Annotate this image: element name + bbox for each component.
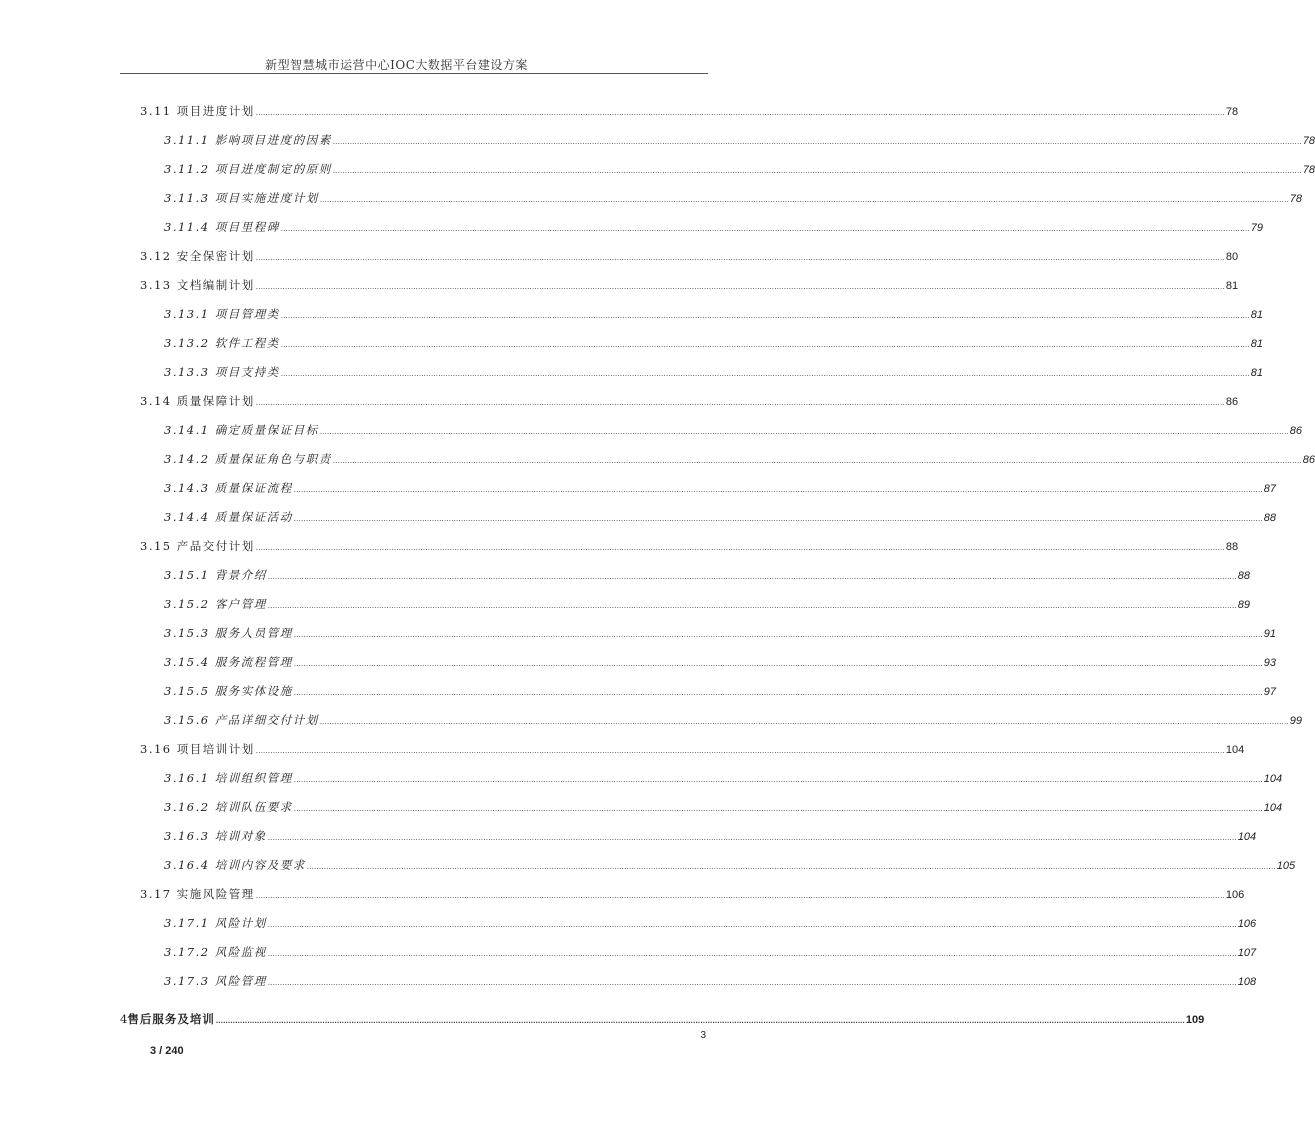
toc-entry-title: 3.15 产品交付计划 xyxy=(140,539,255,553)
toc-entry-title: 3.13.1 项目管理类 xyxy=(164,307,280,321)
toc-entry-title: 3.11 项目进度计划 xyxy=(140,104,255,118)
toc-entry[interactable] xyxy=(140,103,1239,121)
toc-entry[interactable] xyxy=(164,857,1296,875)
toc-entry-title: 3.16 项目培训计划 xyxy=(140,742,255,756)
toc-entry[interactable] xyxy=(164,451,1315,469)
toc-entry-title: 3.15.1 背景介绍 xyxy=(164,568,267,582)
toc-dot-leader: ................................................................................................................................................................................................................................................................................................................................................................................................................ xyxy=(267,920,1237,929)
toc-entry[interactable] xyxy=(164,567,1251,585)
toc-entry[interactable] xyxy=(164,335,1264,353)
toc-entry[interactable] xyxy=(164,596,1251,614)
toc-dot-leader: ................................................................................................................................................................................................................................................................................................................................................................................................................ xyxy=(255,746,1225,755)
toc-entry-page: 80 xyxy=(1225,251,1239,263)
toc-dot-leader: ................................................................................................................................................................................................................................................................................................................................................................................................................ xyxy=(319,717,1289,726)
toc-entry-title: 3.15.6 产品详细交付计划 xyxy=(164,713,319,727)
toc-entry[interactable] xyxy=(164,161,1315,179)
toc-entry-title: 3.13.2 软件工程类 xyxy=(164,336,280,350)
toc-dot-leader: ................................................................................................................................................................................................................................................................................................................................................................................................................ xyxy=(215,1016,1185,1025)
toc-entry[interactable] xyxy=(164,712,1303,730)
toc-entry[interactable] xyxy=(140,538,1239,556)
toc-dot-leader: ................................................................................................................................................................................................................................................................................................................................................................................................................ xyxy=(267,572,1237,581)
toc-entry-page: 91 xyxy=(1263,628,1277,640)
toc-entry[interactable] xyxy=(164,828,1257,846)
toc-entry[interactable] xyxy=(164,422,1303,440)
toc-entry[interactable] xyxy=(164,219,1264,237)
toc-dot-leader: ................................................................................................................................................................................................................................................................................................................................................................................................................ xyxy=(267,978,1237,987)
toc-entry-page: 104 xyxy=(1263,773,1283,785)
toc-dot-leader: ................................................................................................................................................................................................................................................................................................................................................................................................................ xyxy=(293,804,1263,813)
toc-entry-page: 78 xyxy=(1302,135,1315,147)
toc-entry-page: 79 xyxy=(1250,222,1264,234)
toc-entry-page: 78 xyxy=(1225,106,1239,118)
toc-entry-title: 3.16.1 培训组织管理 xyxy=(164,771,293,785)
toc-dot-leader: ................................................................................................................................................................................................................................................................................................................................................................................................................ xyxy=(293,688,1263,697)
toc-entry-page: 81 xyxy=(1250,309,1264,321)
toc-dot-leader: ................................................................................................................................................................................................................................................................................................................................................................................................................ xyxy=(332,166,1302,175)
toc-dot-leader: ................................................................................................................................................................................................................................................................................................................................................................................................................ xyxy=(293,630,1263,639)
toc-entry[interactable] xyxy=(164,770,1283,788)
toc-entry[interactable] xyxy=(164,683,1277,701)
toc-entry-title: 3.16.4 培训内容及要求 xyxy=(164,858,306,872)
toc-entry-title: 3.11.2 项目进度制定的原则 xyxy=(164,162,332,176)
toc-entry-page: 106 xyxy=(1225,889,1245,901)
toc-dot-leader: ................................................................................................................................................................................................................................................................................................................................................................................................................ xyxy=(255,891,1225,900)
toc-dot-leader: ................................................................................................................................................................................................................................................................................................................................................................................................................ xyxy=(332,137,1302,146)
toc-entry-page: 86 xyxy=(1302,454,1315,466)
toc-entry-title: 3.15.2 客户管理 xyxy=(164,597,267,611)
toc-dot-leader: ................................................................................................................................................................................................................................................................................................................................................................................................................ xyxy=(293,485,1263,494)
toc-entry-page: 78 xyxy=(1289,193,1303,205)
toc-entry-title: 3.13.3 项目支持类 xyxy=(164,365,280,379)
toc-entry-page: 99 xyxy=(1289,715,1303,727)
toc-entry-title: 3.14.3 质量保证流程 xyxy=(164,481,293,495)
toc-dot-leader: ................................................................................................................................................................................................................................................................................................................................................................................................................ xyxy=(293,775,1263,784)
toc-entry-title: 3.17 实施风险管理 xyxy=(140,887,255,901)
toc-dot-leader: ................................................................................................................................................................................................................................................................................................................................................................................................................ xyxy=(293,659,1263,668)
page-number: 3 xyxy=(700,1030,706,1041)
toc-dot-leader: ................................................................................................................................................................................................................................................................................................................................................................................................................ xyxy=(319,427,1289,436)
toc-dot-leader: ................................................................................................................................................................................................................................................................................................................................................................................................................ xyxy=(280,369,1250,378)
toc-entry[interactable] xyxy=(164,480,1277,498)
toc-entry-page: 78 xyxy=(1302,164,1315,176)
toc-entry-title: 3.17.1 风险计划 xyxy=(164,916,267,930)
toc-dot-leader: ................................................................................................................................................................................................................................................................................................................................................................................................................ xyxy=(255,398,1225,407)
toc-dot-leader: ................................................................................................................................................................................................................................................................................................................................................................................................................ xyxy=(332,456,1302,465)
toc-entry-title: 3.15.4 服务流程管理 xyxy=(164,655,293,669)
toc-entry[interactable] xyxy=(164,654,1277,672)
toc-entry-page: 86 xyxy=(1225,396,1239,408)
toc-dot-leader: ................................................................................................................................................................................................................................................................................................................................................................................................................ xyxy=(280,340,1250,349)
toc-entry-title: 3.11.1 影响项目进度的因素 xyxy=(164,133,332,147)
toc-entry-title: 3.11.4 项目里程碑 xyxy=(164,220,280,234)
toc-entry[interactable] xyxy=(120,1011,1205,1029)
toc-entry[interactable] xyxy=(164,509,1277,527)
page-counter: 3 / 240 xyxy=(150,1045,184,1057)
toc-dot-leader: ................................................................................................................................................................................................................................................................................................................................................................................................................ xyxy=(280,224,1250,233)
toc-entry-title: 3.15.5 服务实体设施 xyxy=(164,684,293,698)
toc-entry-title: 3.14.4 质量保证活动 xyxy=(164,510,293,524)
toc-entry-page: 104 xyxy=(1263,802,1283,814)
toc-entry-page: 104 xyxy=(1225,744,1245,756)
toc-entry-title: 3.16.3 培训对象 xyxy=(164,829,267,843)
toc-entry-title: 3.16.2 培训队伍要求 xyxy=(164,800,293,814)
toc-entry-page: 88 xyxy=(1263,512,1277,524)
toc-dot-leader: ................................................................................................................................................................................................................................................................................................................................................................................................................ xyxy=(267,833,1237,842)
toc-entry-page: 104 xyxy=(1237,831,1257,843)
toc-entry[interactable] xyxy=(164,364,1264,382)
toc-entry-page: 81 xyxy=(1250,367,1264,379)
toc-dot-leader: ................................................................................................................................................................................................................................................................................................................................................................................................................ xyxy=(255,253,1225,262)
toc-entry-page: 81 xyxy=(1225,280,1239,292)
toc-entry-number: 4 xyxy=(120,1012,128,1026)
toc-entry-page: 87 xyxy=(1263,483,1277,495)
toc-entry[interactable] xyxy=(164,944,1257,962)
toc-entry-page: 93 xyxy=(1263,657,1277,669)
toc-entry[interactable] xyxy=(164,625,1277,643)
toc-dot-leader: ................................................................................................................................................................................................................................................................................................................................................................................................................ xyxy=(255,108,1225,117)
toc-entry-title: 3.14.2 质量保证角色与职责 xyxy=(164,452,332,466)
toc-entry-page: 89 xyxy=(1237,599,1251,611)
toc-dot-leader: ................................................................................................................................................................................................................................................................................................................................................................................................................ xyxy=(319,195,1289,204)
toc-entry-page: 106 xyxy=(1237,918,1257,930)
toc-entry-title: 3.17.3 风险管理 xyxy=(164,974,267,988)
toc-dot-leader: ................................................................................................................................................................................................................................................................................................................................................................................................................ xyxy=(255,282,1225,291)
toc-entry[interactable] xyxy=(140,248,1239,266)
toc-entry-page: 88 xyxy=(1237,570,1251,582)
toc-entry[interactable] xyxy=(164,306,1264,324)
toc-entry-title: 3.15.3 服务人员管理 xyxy=(164,626,293,640)
toc-dot-leader: ................................................................................................................................................................................................................................................................................................................................................................................................................ xyxy=(267,601,1237,610)
toc-entry-page: 109 xyxy=(1185,1014,1205,1026)
toc-dot-leader: ................................................................................................................................................................................................................................................................................................................................................................................................................ xyxy=(280,311,1250,320)
toc-entry[interactable] xyxy=(164,799,1283,817)
toc-entry-page: 107 xyxy=(1237,947,1257,959)
toc-entry[interactable] xyxy=(164,132,1315,150)
toc-entry-title: 3.11.3 项目实施进度计划 xyxy=(164,191,319,205)
toc-entry-page: 105 xyxy=(1276,860,1296,872)
toc-entry-title: 售后服务及培训 xyxy=(127,1012,215,1026)
toc-dot-leader: ................................................................................................................................................................................................................................................................................................................................................................................................................ xyxy=(306,862,1276,871)
toc-dot-leader: ................................................................................................................................................................................................................................................................................................................................................................................................................ xyxy=(267,949,1237,958)
toc-entry[interactable] xyxy=(164,915,1257,933)
toc-entry-page: 108 xyxy=(1237,976,1257,988)
toc-entry[interactable] xyxy=(140,741,1245,759)
toc-entry-page: 88 xyxy=(1225,541,1239,553)
toc-entry[interactable] xyxy=(164,973,1257,991)
toc-entry-page: 86 xyxy=(1289,425,1303,437)
toc-entry[interactable] xyxy=(140,393,1239,411)
toc-dot-leader: ................................................................................................................................................................................................................................................................................................................................................................................................................ xyxy=(255,543,1225,552)
document-title: 新型智慧城市运营中心IOC大数据平台建设方案 xyxy=(265,58,528,72)
toc-entry-page: 97 xyxy=(1263,686,1277,698)
toc-entry-page: 81 xyxy=(1250,338,1264,350)
toc-entry-title: 3.12 安全保密计划 xyxy=(140,249,255,263)
toc-entry-title: 3.14.1 确定质量保证目标 xyxy=(164,423,319,437)
toc-entry[interactable] xyxy=(164,190,1303,208)
toc-entry-title: 3.17.2 风险监视 xyxy=(164,945,267,959)
toc-entry-title: 3.14 质量保障计划 xyxy=(140,394,255,408)
toc-entry[interactable] xyxy=(140,886,1245,904)
toc-dot-leader: ................................................................................................................................................................................................................................................................................................................................................................................................................ xyxy=(293,514,1263,523)
toc-entry-title: 3.13 文档编制计划 xyxy=(140,278,255,292)
toc-entry[interactable] xyxy=(140,277,1239,295)
